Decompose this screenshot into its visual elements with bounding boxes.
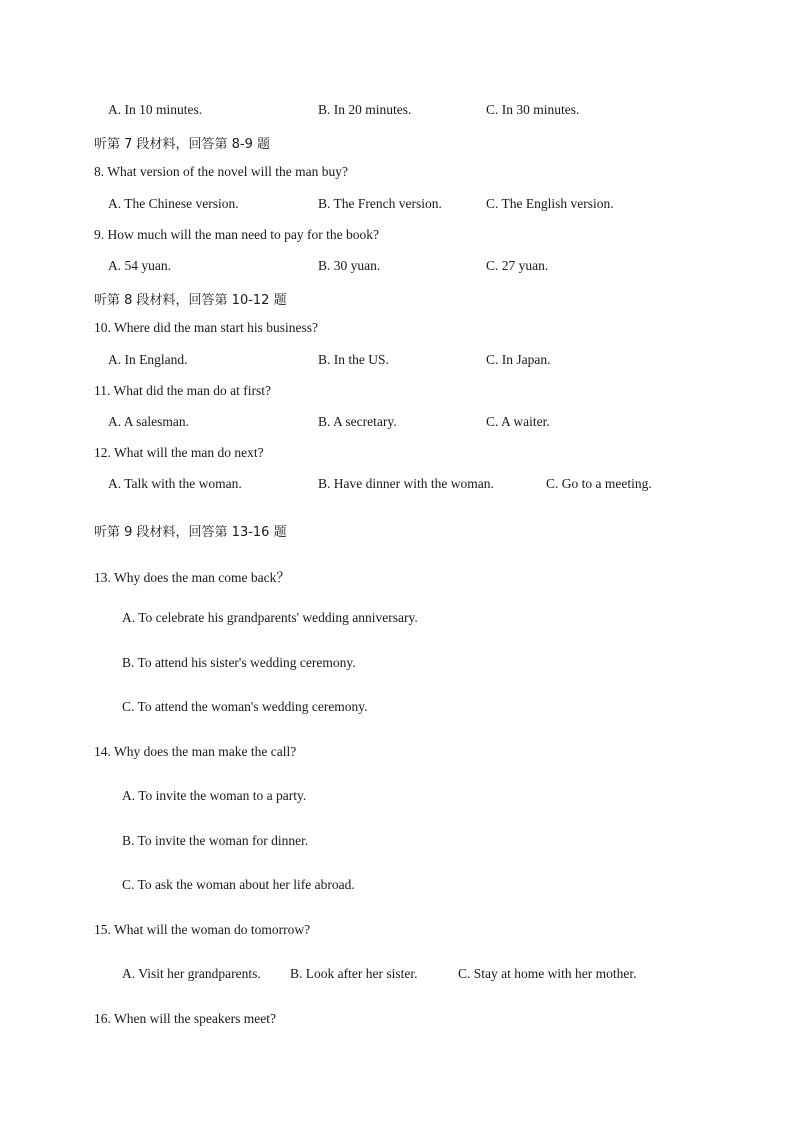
q14-option-b: B. To invite the woman for dinner. xyxy=(122,833,309,848)
q9-option-c: C. 27 yuan. xyxy=(486,258,549,273)
q12-option-a: A. Talk with the woman. xyxy=(108,476,242,491)
q8-option-b: B. The French version. xyxy=(318,196,442,211)
q7-option-a: A. In 10 minutes. xyxy=(108,102,203,117)
q11-option-a: A. A salesman. xyxy=(108,414,189,429)
q8-option-c: C. The English version. xyxy=(486,196,614,211)
q14-stem: 14. Why does the man make the call? xyxy=(94,744,297,759)
q12-option-b: B. Have dinner with the woman. xyxy=(318,476,494,491)
q16-stem: 16. When will the speakers meet? xyxy=(94,1011,276,1026)
q10-stem: 10. Where did the man start his business? xyxy=(94,320,318,335)
q11-option-b: B. A secretary. xyxy=(318,414,397,429)
q9-stem: 9. How much will the man need to pay for the book? xyxy=(94,227,379,242)
q14-option-a: A. To invite the woman to a party. xyxy=(122,788,307,803)
q15-option-c: C. Stay at home with her mother. xyxy=(458,966,637,981)
q12-option-c: C. Go to a meeting. xyxy=(546,476,652,491)
q13-option-b: B. To attend his sister's wedding ceremony. xyxy=(122,655,356,670)
q8-option-a: A. The Chinese version. xyxy=(108,196,239,211)
q15-option-a: A. Visit her grandparents. xyxy=(122,966,261,981)
q10-option-c: C. In Japan. xyxy=(486,352,551,367)
q13-option-c: C. To attend the woman's wedding ceremony. xyxy=(122,699,368,714)
q13-option-a: A. To celebrate his grandparents' wedding anniversary. xyxy=(122,610,418,625)
section-heading-9: 听第 9 段材料，回答第 13-16 题 xyxy=(94,525,287,540)
q14-option-c: C. To ask the woman about her life abroad. xyxy=(122,877,355,892)
q12-stem: 12. What will the man do next? xyxy=(94,445,264,460)
q7-option-b: B. In 20 minutes. xyxy=(318,102,412,117)
q15-stem: 15. What will the woman do tomorrow? xyxy=(94,922,311,937)
q9-option-b: B. 30 yuan. xyxy=(318,258,381,273)
q9-option-a: A. 54 yuan. xyxy=(108,258,171,273)
q15-option-b: B. Look after her sister. xyxy=(290,966,418,981)
q10-option-b: B. In the US. xyxy=(318,352,389,367)
q10-option-a: A. In England. xyxy=(108,352,188,367)
q7-option-c: C. In 30 minutes. xyxy=(486,102,580,117)
section-heading-7: 听第 7 段材料，回答第 8-9 题 xyxy=(94,137,271,152)
q13-stem: 13. Why does the man come back？ xyxy=(94,570,290,585)
section-heading-8: 听第 8 段材料，回答第 10-12 题 xyxy=(94,293,287,308)
q8-stem: 8. What version of the novel will the man buy? xyxy=(94,164,348,179)
q11-option-c: C. A waiter. xyxy=(486,414,550,429)
q11-stem: 11. What did the man do at first? xyxy=(94,383,271,398)
